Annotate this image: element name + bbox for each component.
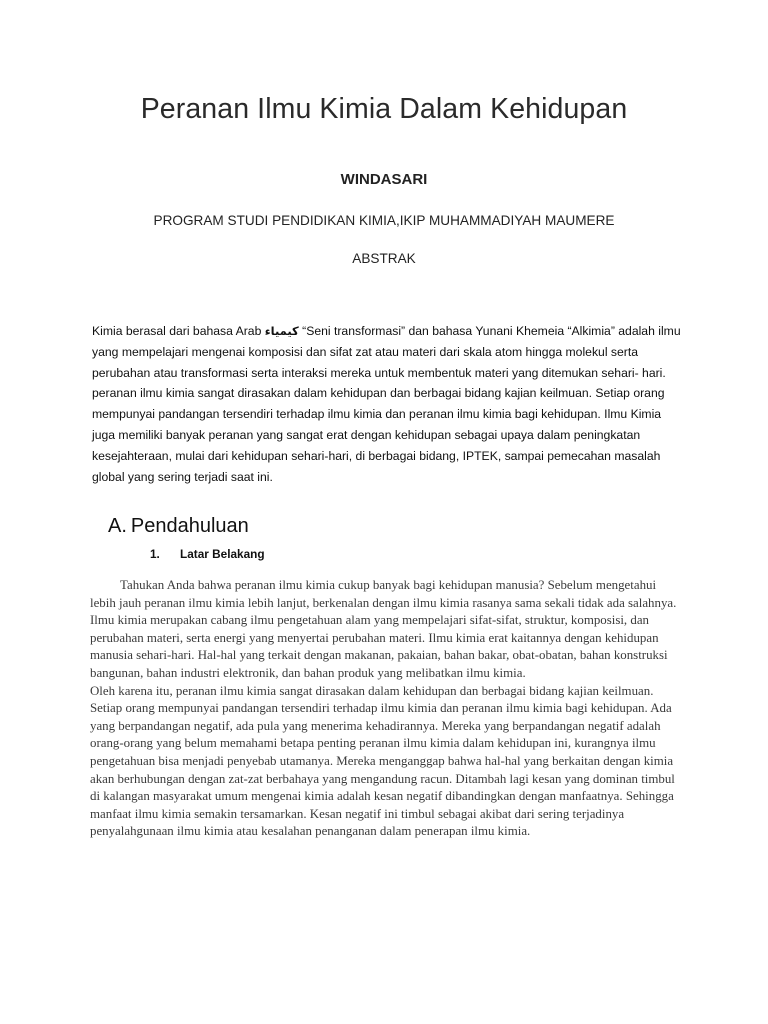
section-number: A. [108,515,127,537]
abstract-text [92,321,684,487]
abstract-text-part2: “Seni transformasi” dan bahasa Yunani Khemeia “Alkimia” adalah ilmu yang mempelajari mengenai komposisi dan sifat zat atau materi dari skala atom hingga molekul serta perubahan atau transformasi serta interaksi mereka untuk membentuk materi yang ditemukan sehari- hari. peranan ilmu kimia sangat dirasakan dalam kehidupan dan berbagai bidang kajian keilmuan. Setiap orang mempunyai pandangan tersendiri terhadap ilmu kimia dan peranan ilmu kimia bagi kehidupan. Ilmu Kimia juga memiliki banyak peranan yang sangat erat dengan kehidupan sebagai upaya dalam peningkatan kesejahteraan, mulai dari kehidupan sehari-hari, di berbagai bidang, IPTEK, sampai pemecahan masalah global yang sering terjadi saat ini. [92,324,681,484]
arabic-word: كيمياء [264,324,299,338]
subsection-title: Latar Belakang [180,547,265,561]
body-text [90,577,680,841]
body-paragraph-2: Oleh karena itu, peranan ilmu kimia sangat dirasakan dalam kehidupan dan berbagai bidang kajian keilmuan. Setiap orang mempunyai pandangan tersendiri terhadap ilmu kimia dan peranan ilmu kimia bagi kehidupan. Ada yang berpandangan negatif, ada pula yang menerima kehadirannya. Mereka yang berpandangan negatif adalah orang-orang yang belum memahami betapa penting peranan ilmu kimia dalam kehidupan ini, kurangnya ilmu pengetahuan bisa menjadi penyebab utamanya. Mereka menganggap bahwa hal-hal yang berkaitan dengan kimia akan berhubungan dengan zat-zat berbahaya yang mengandung racun. Ditambah lagi kesan yang dominan timbul di kalangan masyarakat umum mengenai kimia adalah kesan negatif dibandingkan dengan manfaatnya. Sehingga manfaat ilmu kimia semakin tersamarkan. Kesan negatif ini timbul sebagai akibat dari sering terjadinya penyalahgunaan ilmu kimia atau kesalahan penanganan dalam penerapan ilmu kimia. [90,683,675,839]
section-title: Pendahuluan [130,515,249,537]
section-heading [108,515,249,538]
study-program: PROGRAM STUDI PENDIDIKAN KIMIA,IKIP MUHAMMADIYAH MAUMERE [153,213,615,228]
abstract-text-part1: Kimia berasal dari bahasa Arab [92,324,265,338]
subsection-heading [150,547,265,561]
subsection-number: 1. [150,547,160,561]
document-title: Peranan Ilmu Kimia Dalam Kehidupan [140,93,628,125]
author-name: WINDASARI [340,171,428,188]
abstract-heading: ABSTRAK [352,251,416,266]
body-paragraph-1: Tahukan Anda bahwa peranan ilmu kimia cukup banyak bagi kehidupan manusia? Sebelum mengetahui lebih jauh peranan ilmu kimia lebih lanjut, berkenalan dengan ilmu kimia rasanya sama sekali tidak ada salahnya. Ilmu kimia merupakan cabang ilmu pengetahuan alam yang mempelajari sifat-sifat, struktur, komposisi, dan perubahan materi, serta energi yang menyertai perubahan materi. Ilmu kimia erat kaitannya dengan kehidupan manusia sehari-hari. Hal-hal yang terkait dengan makanan, pakaian, bahan bakar, obat-obatan, bahan konstruksi bangunan, bahan industri elektronik, dan bahan produk yang melibatkan ilmu kimia. [90,578,677,680]
